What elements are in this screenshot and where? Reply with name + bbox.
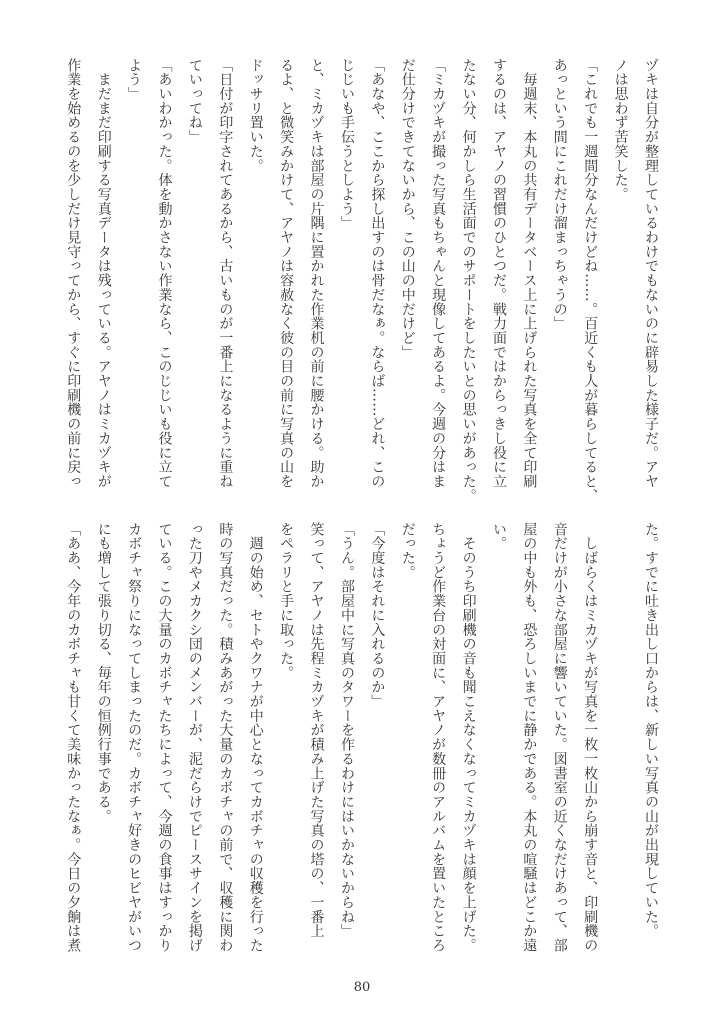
text-column: るよ、と微笑みかけて、アヤノは容赦なく彼の目の前に写真の山を bbox=[278, 58, 295, 489]
text-column: しばらくはミカヅキが写真を一枚一枚山から崩す音と、印刷機の bbox=[582, 522, 599, 953]
text-column: 笑って、アヤノは先程ミカヅキが積み上げた写真の塔の、一番上 bbox=[308, 522, 325, 939]
text-column: たない分、何かしら生活面でのサポートをしたいとの思いがあった。 bbox=[460, 58, 477, 503]
text-column: 屋の中も外も、恐ろしいまでに静かである。本丸の喧騒はどこか遠 bbox=[521, 522, 538, 953]
text-column: ちょうど作業台の対面に、アヤノが数冊のアルバムを置いたところ bbox=[430, 522, 447, 953]
text-column: った刀やメカクシ団のメンバーが、泥だらけでピースサインを掲げ bbox=[186, 522, 203, 953]
text-column: た。すでに吐き出し口からは、新しい写真の山が出現していた。 bbox=[643, 522, 659, 939]
text-column: カボチャ祭りになってしまったのだ。カボチャ好きのヒビヤがいつ bbox=[126, 522, 143, 953]
text-column: ていってね」 bbox=[186, 58, 203, 145]
page-number: 80 bbox=[353, 980, 371, 995]
text-column: 「うん。部屋中に写真のタワーを作るわけにはいかないからね」 bbox=[338, 522, 355, 939]
text-column: まだまだ印刷する写真データは残っている。アヤノはミカヅキが bbox=[95, 58, 112, 489]
text-column: 作業を始めるのを少しだけ見守ってから、すぐに印刷機の前に戻っ bbox=[65, 58, 82, 489]
text-column: あっという間にこれだけ溜まっちゃうの」 bbox=[551, 58, 568, 331]
text-column: 音だけが小さな部屋に響いていた。図書室の近くなだけあって、部 bbox=[551, 522, 568, 953]
text-column: 「ミカヅキが撮った写真もちゃんと現像してあるよ。今週の分はま bbox=[430, 58, 447, 489]
text-column bbox=[605, 522, 635, 962]
text-column: じじいも手伝うとしよう」 bbox=[338, 58, 355, 231]
text-column: 「日付が印字されてあるから、古いものが一番上になるように重ね bbox=[217, 58, 234, 489]
text-column: そのうち印刷機の音も聞こえなくなってミカヅキは顔を上げた。 bbox=[460, 522, 477, 953]
text-column: だ仕分けできてないから、この山の中だけど」 bbox=[399, 58, 416, 360]
text-column: ている。この大量のカボチャたちによって、今週の食事はすっかり bbox=[156, 522, 173, 953]
text-column: ノは思わず苦笑した。 bbox=[612, 58, 629, 202]
text-column: 「あなや、ここから探し出すのは骨だなぁ。ならば……どれ、この bbox=[369, 58, 386, 489]
text-column: 毎週末、本丸の共有データベース上に上げられた写真を全て印刷 bbox=[521, 58, 538, 489]
text-column: にも増して張り切る、毎年の恒例行事である。 bbox=[95, 522, 112, 824]
upper-text-block bbox=[65, 58, 666, 503]
text-column: 「これでも一週間分なんだけどね……。百近くも人が暮らしてると、 bbox=[582, 58, 599, 503]
lower-text-block bbox=[66, 522, 666, 962]
text-column: よう」 bbox=[126, 58, 143, 102]
text-column: するのは、アヤノの習慣のひとつだ。戦力面ではからっきし役に立 bbox=[490, 58, 507, 489]
text-column: 「ああ、今年のカボチャも甘くて美味かったなぁ。今日の夕餉は煮 bbox=[65, 522, 82, 953]
text-column: と、ミカヅキは部屋の片隅に置かれた作業机の前に腰かける。助か bbox=[308, 58, 325, 489]
text-column: だった。 bbox=[399, 522, 416, 580]
text-column: 「あいわかった。体を動かさない作業なら、このじじいも役に立て bbox=[156, 58, 173, 489]
text-column: 「今度はそれに入れるのか」 bbox=[369, 522, 386, 709]
text-column: ドッサリ置いた。 bbox=[247, 58, 264, 173]
text-column: をペラリと手に取った。 bbox=[278, 522, 295, 680]
text-column: ヅキは自分が整理しているわけでもないのに辟易した様子だ。アヤ bbox=[643, 58, 659, 489]
text-column: い。 bbox=[490, 522, 507, 551]
text-column: 時の写真だった。積みあがった大量のカボチャの前で、収穫に関わ bbox=[217, 522, 234, 953]
text-column: 週の始め、セトやクワナが中心となってカボチャの収穫を行った bbox=[247, 522, 264, 953]
